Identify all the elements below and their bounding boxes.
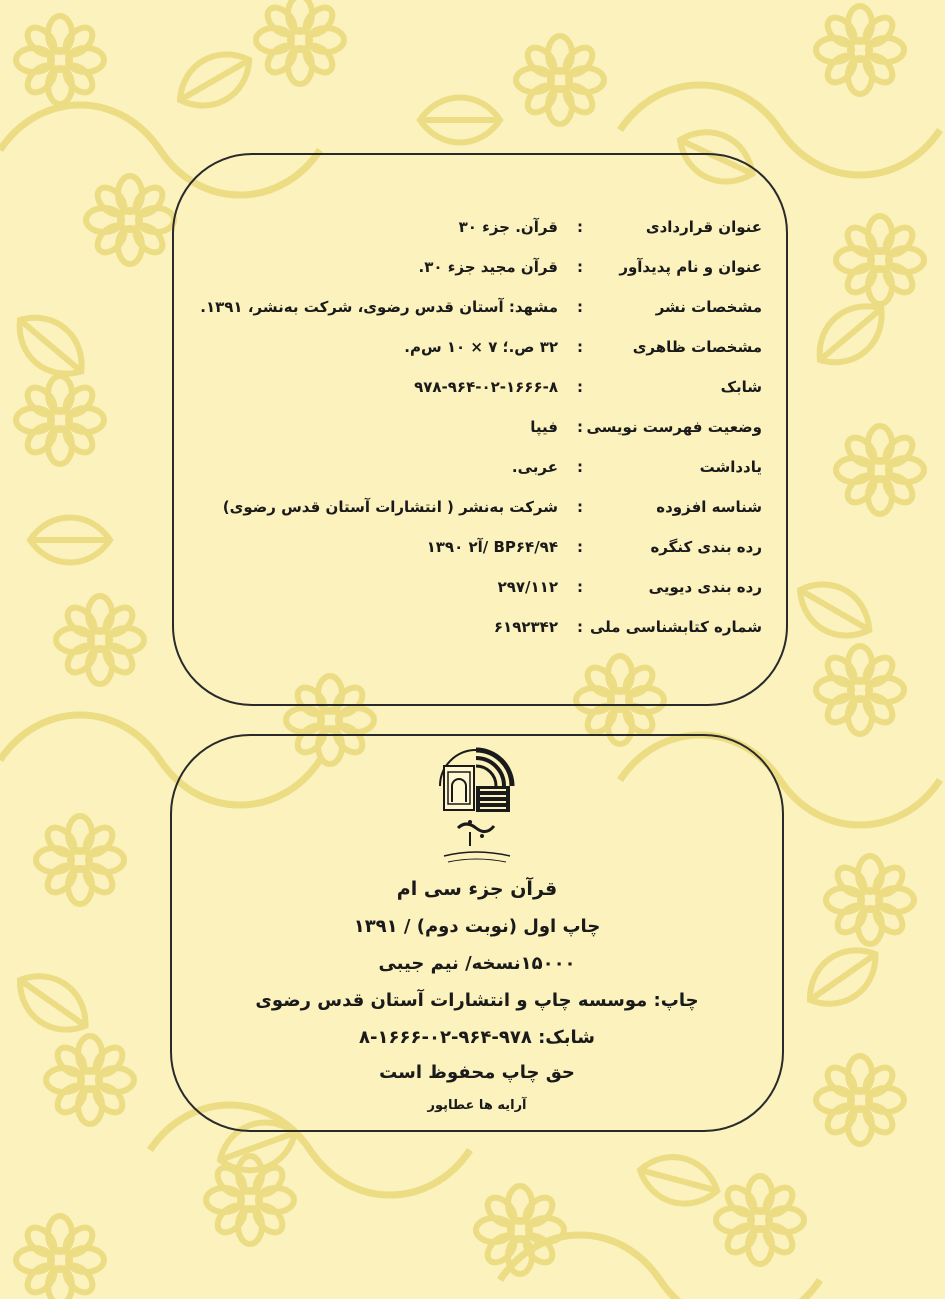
edition-line: چاپ اول (نوبت دوم) / ۱۳۹۱ [353,916,601,937]
print-run-line: ۱۵۰۰۰نسخه/ نیم جیبی [378,953,576,974]
isbn-line: شابک: ۹۷۸-۹۶۴-۰۲-۱۶۶۶-۸ [359,1027,595,1048]
cip-value: ۲۹۷/۱۱۲ [497,578,558,596]
cip-row-publication [0,298,945,322]
cip-row-note [0,458,945,482]
copyright-line: حق چاپ محفوظ است [379,1062,575,1083]
cip-value: ۶۱۹۲۳۴۲ [493,618,558,636]
cip-row-physical-description [0,338,945,362]
designer-credit: آرایه ها عطاپور [427,1098,527,1113]
cip-row-lc-classification [0,538,945,562]
cip-value: قرآن. جزء ۳۰ [458,218,558,236]
cip-row-cataloging-status [0,418,945,442]
cip-colon: : [577,538,583,556]
cip-label: وضعیت فهرست نویسی [586,418,762,436]
cip-colon: : [577,498,583,516]
cip-row-national-bibliography-number [0,618,945,642]
cip-label: شابک [720,378,762,396]
cip-label: شماره کتابشناسی ملی [589,618,762,636]
cip-label: رده بندی کنگره [650,538,762,556]
cip-colon: : [577,258,583,276]
cip-row-uniform-title [0,218,945,242]
cip-colon: : [577,578,583,596]
cip-label: رده بندی دیویی [648,578,762,596]
cip-colon: : [577,618,583,636]
cip-value: فیپا [530,418,558,436]
cip-colon: : [577,378,583,396]
cip-colon: : [577,418,583,436]
cip-label: مشخصات ظاهری [632,338,762,356]
cip-colon: : [577,218,583,236]
cip-row-dewey-classification [0,578,945,602]
cip-label: عنوان قراردادی [645,218,762,236]
cip-row-isbn [0,378,945,402]
cip-label: مشخصات نشر [655,298,762,316]
cip-value: مشهد: آستان قدس رضوی، شرکت به‌نشر، ۱۳۹۱. [200,298,558,316]
cip-row-added-entry [0,498,945,522]
cip-colon: : [577,298,583,316]
book-title: قرآن جزء سی ام [396,878,558,900]
cip-value: عربی. [511,458,558,476]
cip-value: شرکت به‌نشر ( انتشارات آستان قدس رضوی) [222,498,558,516]
cip-colon: : [577,338,583,356]
printer-line: چاپ: موسسه چاپ و انتشارات آستان قدس رضوی [255,990,699,1011]
cip-value: BP۶۴/۹۴ /آ۲ ۱۳۹۰ [426,538,558,556]
cip-value: قرآن مجید جزء ۳۰. [418,258,558,276]
cip-label: شناسه افزوده [656,498,762,516]
cip-row-title-author [0,258,945,282]
publisher-logo [436,746,516,868]
cip-value: ۹۷۸-۹۶۴-۰۲-۱۶۶۶-۸ [414,378,558,396]
cip-label: یادداشت [699,458,762,476]
cip-value: ۳۲ ص.؛ ۷ × ۱۰ س‌م. [404,338,558,356]
cip-colon: : [577,458,583,476]
cip-label: عنوان و نام پدیدآور [619,258,762,276]
